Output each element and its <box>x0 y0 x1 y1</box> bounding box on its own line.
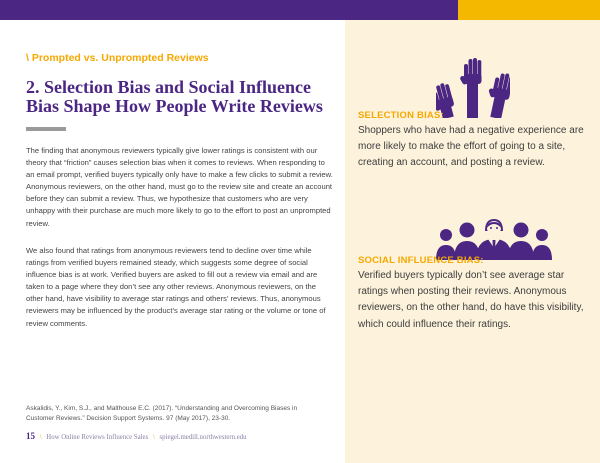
footer-url[interactable]: spiegel.medill.northwestern.edu <box>159 434 247 441</box>
selection-bias-heading: SELECTION BIAS: <box>358 110 444 121</box>
section-kicker: \ Prompted vs. Unprompted Reviews <box>26 52 209 64</box>
title-divider <box>26 127 66 131</box>
page-footer <box>26 431 247 441</box>
body-paragraph-1: The finding that anonymous reviewers typically give lower ratings is consistent with our theory that “friction” causes selection bias when it comes to reviews. When responding to an email prompt, verified buyers typically only have to make a few clicks to submit a review. Anonymous reviewers, on the other hand, must go to the review site and create an account before they can submit a review. Thus, we hypothesize that customers who are very unhappy with their purchase are much more likely to go to the effort to post an unprompted review. <box>26 146 333 228</box>
top-bar-yellow <box>458 0 600 20</box>
top-bar-purple <box>0 0 458 20</box>
citation-footnote: Askalidis, Y., Kim, S.J., and Malthouse E.C. (2017). “Understanding and Overcoming Biases in Customer Reviews.” Decision Support Systems. 97 (May 2017), 23-30. <box>26 405 298 422</box>
selection-bias-text: Shoppers who have had a negative experience are more likely to make the effort of going to a site, creating an account, and posting a review. <box>358 125 584 169</box>
social-influence-bias-text: Verified buyers typically don’t see average star ratings when posting their reviews. Anonymous reviewers, on the other hand, do have this visibility, which could influence their ratings. <box>358 270 584 330</box>
footer-separator: \ <box>39 434 42 441</box>
title-text: Selection Bias and Social Influence Bias Shape How People Write Reviews <box>26 77 323 116</box>
body-paragraph-2: We also found that ratings from anonymous reviewers tend to decline over time while ratings from verified buyers remained steady, which suggests some degree of social influence bias is at work. Verified buyers are asked to fill out a review via email and are taken to a page where they don’t see any other reviews. Anonymous reviewers, on the other hand, have visibility to average star ratings and others’ reviews. Thus, anonymous reviewers may be influenced by the product’s average star rating or the volume or tone of review comments. <box>26 246 326 328</box>
footer-separator: \ <box>152 434 155 441</box>
footer-doc-title: How Online Reviews Influence Sales <box>46 434 149 441</box>
page-title <box>26 78 341 116</box>
raised-hands-icon <box>436 58 510 118</box>
page-number: 15 <box>26 431 35 441</box>
title-number: 2. <box>26 77 40 97</box>
social-influence-bias-heading: SOCIAL INFLUENCE BIAS: <box>358 255 484 266</box>
group-people-icon <box>436 218 552 260</box>
